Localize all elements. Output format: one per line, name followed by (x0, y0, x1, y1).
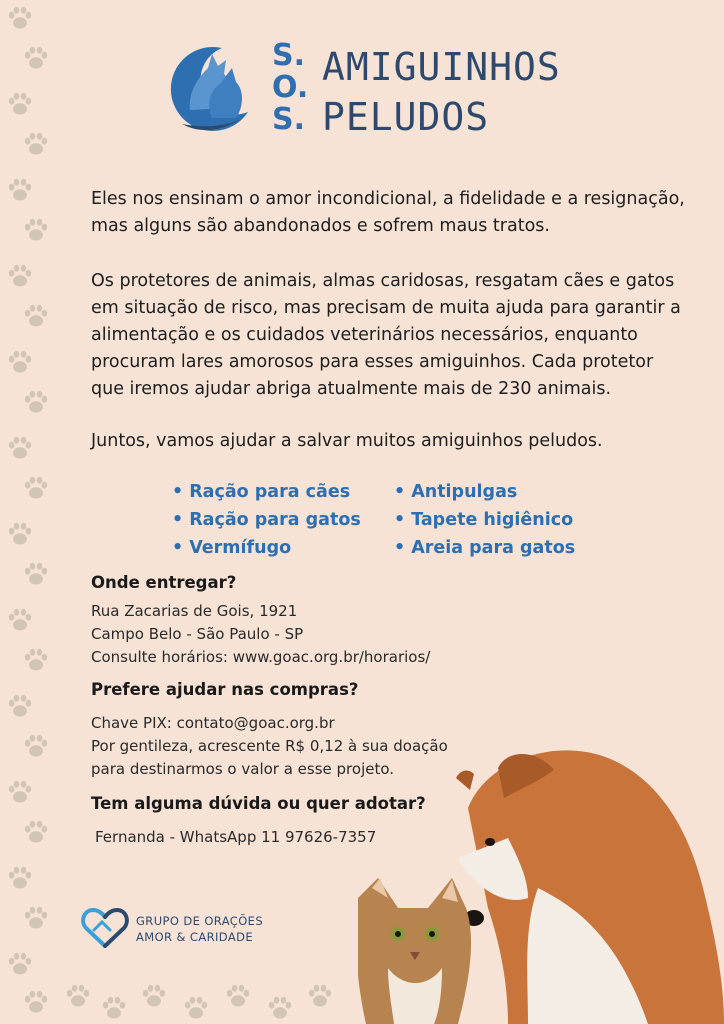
list-item: • Areia para gatos (394, 534, 575, 562)
paw-print-icon (22, 988, 50, 1016)
paw-print-icon (6, 606, 34, 634)
paw-print-icon (6, 864, 34, 892)
paw-print-icon (6, 176, 34, 204)
paw-print-icon (22, 130, 50, 158)
paw-print-icon (22, 216, 50, 244)
paw-print-icon (6, 692, 34, 720)
sos-letter: S. (272, 38, 306, 73)
contact-heading: Tem alguma dúvida ou quer adotar? (91, 794, 426, 813)
delivery-heading: Onde entregar? (91, 573, 237, 592)
paw-print-icon (6, 262, 34, 290)
sos-letter: S. (272, 102, 306, 137)
paw-print-icon (64, 982, 92, 1010)
donation-note-2: para destinarmos o valor a esse projeto. (91, 760, 395, 778)
paw-print-icon (6, 950, 34, 978)
pix-key: Chave PIX: contato@goac.org.br (91, 714, 335, 732)
paw-print-icon (6, 778, 34, 806)
paw-print-icon (22, 44, 50, 72)
list-item: • Ração para gatos (172, 506, 361, 534)
shopping-heading: Prefere ajudar nas compras? (91, 680, 359, 699)
delivery-city: Campo Belo - São Paulo - SP (91, 625, 304, 643)
sos-letter: O. (272, 70, 309, 105)
paw-print-icon (22, 474, 50, 502)
paw-print-icon (22, 560, 50, 588)
paw-print-icon (6, 434, 34, 462)
org-name-line1: GRUPO DE ORAÇÕES (136, 914, 264, 928)
paw-print-icon (22, 818, 50, 846)
list-item: • Ração para cães (172, 478, 361, 506)
list-item: • Vermífugo (172, 534, 361, 562)
paw-print-icon (22, 732, 50, 760)
paw-print-icon (6, 90, 34, 118)
brand-title-line1: AMIGUINHOS (322, 45, 561, 89)
donation-note-1: Por gentileza, acrescente R$ 0,12 à sua doação (91, 737, 448, 755)
paw-print-icon (306, 982, 334, 1010)
logo (162, 38, 582, 142)
paw-print-icon (22, 302, 50, 330)
needs-list-right (394, 478, 575, 562)
contact-line: Fernanda - WhatsApp 11 97626-7357 (95, 828, 377, 846)
list-item: • Antipulgas (394, 478, 575, 506)
paw-print-icon (22, 646, 50, 674)
brand-title (322, 42, 561, 142)
list-item: • Tapete higiênico (394, 506, 575, 534)
intro-paragraph-2: Os protetores de animais, almas caridosas, resgatam cães e gatos em situação de risco, mas precisam de muita ajuda para garantir a alimentação e os cuidados veterinários necessários, enquanto procuram lares amorosos para esses amiguinhos. Cada protetor que iremos ajudar abriga atualmente mais de 230 animais. (91, 271, 681, 399)
paw-print-icon (6, 520, 34, 548)
sos-letters (272, 40, 312, 136)
intro-paragraph-1: Eles nos ensinam o amor incondicional, a fidelidade e a resignação, mas alguns são abandonados e sofrem maus tratos. (91, 189, 685, 236)
heart-hands-icon (80, 906, 130, 948)
brand-title-line2: PELUDOS (322, 95, 490, 139)
dog-cat-logo-icon (162, 38, 256, 138)
paw-print-icon (140, 982, 168, 1010)
paw-print-icon (22, 904, 50, 932)
dog-and-cat-illustration (358, 738, 724, 1024)
paw-print-icon (6, 4, 34, 32)
paw-print-icon (22, 388, 50, 416)
paw-print-icon (224, 982, 252, 1010)
paw-print-icon (266, 994, 294, 1022)
delivery-hours: Consulte horários: www.goac.org.br/horarios/ (91, 648, 431, 666)
intro-paragraph-3: Juntos, vamos ajudar a salvar muitos amiguinhos peludos. (91, 431, 603, 451)
paw-print-icon (100, 994, 128, 1022)
delivery-address: Rua Zacarias de Gois, 1921 (91, 602, 298, 620)
needs-list-left (172, 478, 361, 562)
paw-print-icon (182, 994, 210, 1022)
org-name-line2: AMOR & CARIDADE (136, 930, 254, 944)
paw-print-icon (6, 348, 34, 376)
org-logo (80, 906, 320, 948)
